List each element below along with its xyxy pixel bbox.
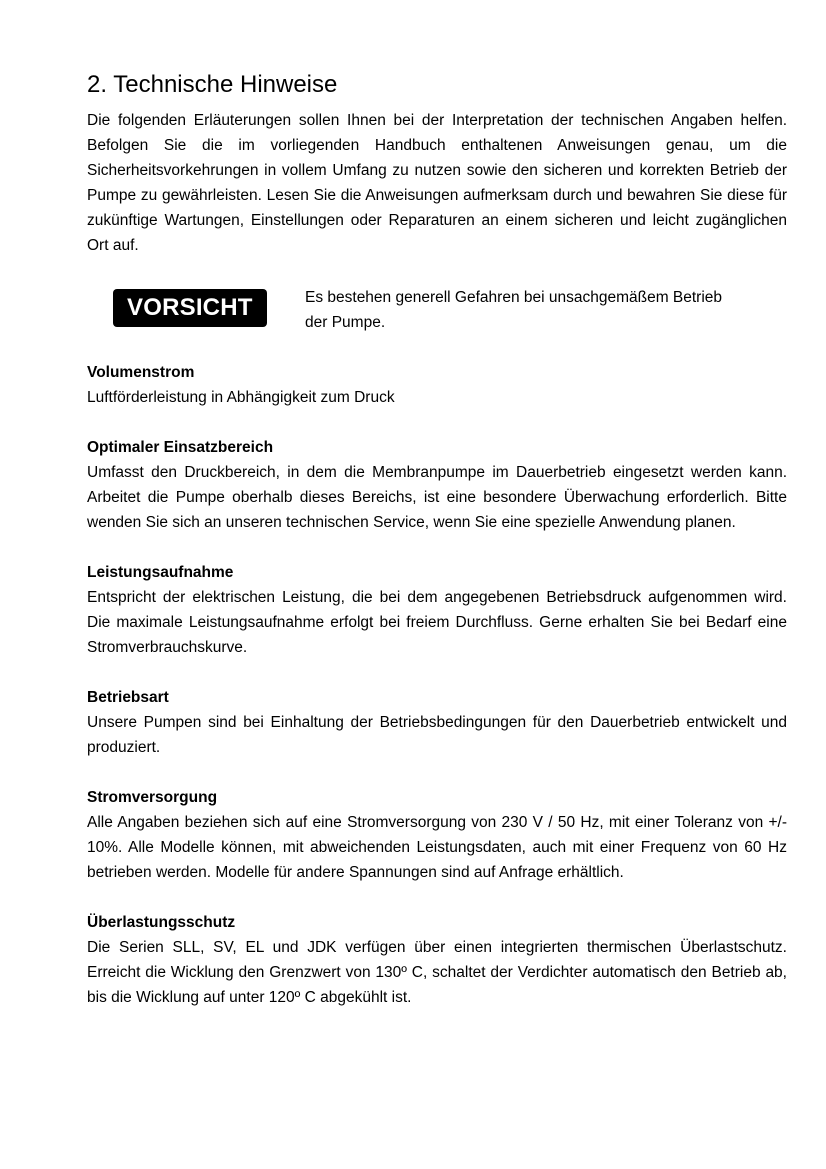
section-body: Unsere Pumpen sind bei Einhaltung der Betriebsbedingungen für den Dauerbetrieb entwickelt und produziert. [87,714,787,756]
section-betriebsart [87,685,787,760]
section-body: Luftförderleistung in Abhängigkeit zum Druck [87,389,395,406]
section-optimaler-einsatzbereich [87,435,787,535]
section-heading: Stromversorgung [87,789,218,806]
section-heading: Optimaler Einsatzbereich [87,439,274,456]
section-ueberlastungsschutz [87,910,787,1010]
section-heading: Betriebsart [87,689,169,706]
section-body: Entspricht der elektrischen Leistung, die bei dem angegebenen Betriebsdruck aufgenommen wird. Die maximale Leistungsaufnahme erfolgt bei freiem Durchfluss. Gerne erhalten Sie bei Bedarf eine Stromverbrauchskurve. [87,589,787,656]
caution-badge: VORSICHT [113,289,267,327]
section-heading: Überlastungsschutz [87,914,236,931]
caution-text: Es bestehen generell Gefahren bei unsachgemäßem Betrieb der Pumpe. [305,289,723,331]
section-heading: Leistungsaufnahme [87,564,234,581]
section-stromversorgung [87,785,787,885]
section-body: Umfasst den Druckbereich, in dem die Membranpumpe im Dauerbetrieb eingesetzt werden kann. Arbeitet die Pumpe oberhalb dieses Bereichs, ist eine besondere Überwachung erforderlich. Bitte wenden Sie sich an unseren technischen Service, wenn Sie eine spezielle Anwendung planen. [87,464,787,531]
page-title: 2. Technische Hinweise [87,71,338,98]
caution-notice [87,285,787,335]
section-body: Die Serien SLL, SV, EL und JDK verfügen über einen integrierten thermischen Überlastschutz. Erreicht die Wicklung den Grenzwert von 130º C, schaltet der Verdichter automatisch den Betrieb ab, bis die Wicklung auf unter 120º C abgekühlt ist. [87,939,787,1006]
section-body: Alle Angaben beziehen sich auf eine Stromversorgung von 230 V / 50 Hz, mit einer Toleranz von +/- 10%. Alle Modelle können, mit abweichenden Leistungsdaten, auch mit einer Frequenz von 60 Hz betrieben werden. Modelle für andere Spannungen sind auf Anfrage erhältlich. [87,814,787,881]
section-volumenstrom [87,360,787,410]
intro-paragraph: Die folgenden Erläuterungen sollen Ihnen bei der Interpretation der technischen Angaben helfen. Befolgen Sie die im vorliegenden Handbuch enthaltenen Anweisungen genau, um die Sicherheitsvorkehrungen in vollem Umfang zu nutzen sowie den sicheren und korrekten Betrieb der Pumpe zu gewährleisten. Lesen Sie die Anweisungen aufmerksam durch und bewahren Sie diese für zukünftige Wartungen, Einstellungen oder Reparaturen an einem sicheren und leicht zugänglichen Ort auf. [87,112,787,254]
section-heading: Volumenstrom [87,364,195,381]
section-leistungsaufnahme [87,560,787,660]
